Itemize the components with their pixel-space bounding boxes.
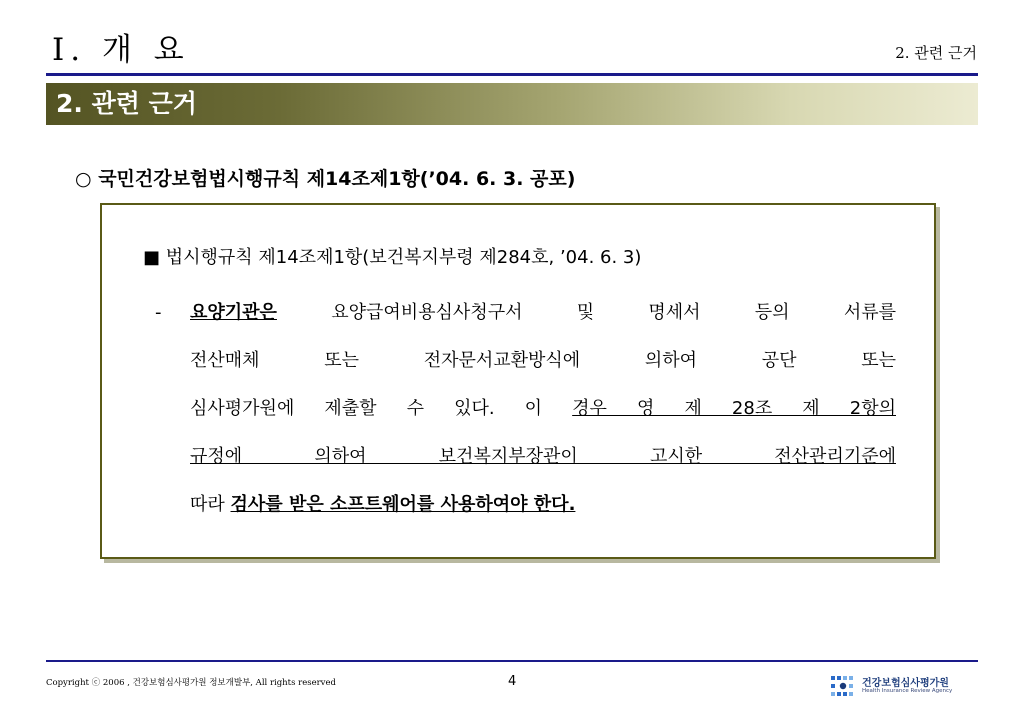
footer-divider bbox=[46, 660, 978, 662]
header-divider bbox=[46, 73, 978, 76]
regulation-line-2: 전산매체 또는 전자문서교환방식에 의하여 공단 또는 bbox=[190, 350, 896, 371]
bullet-heading: ○ 국민건강보험법시행규칙 제14조제1항(’04. 6. 3. 공포) bbox=[75, 168, 576, 190]
logo-subtitle: Health Insurance Review Agency bbox=[862, 688, 953, 694]
page-number: 4 bbox=[508, 674, 517, 689]
regulation-emphasis: 검사를 받은 소프트웨어를 사용하여야 한다. bbox=[230, 494, 576, 515]
regulation-subject: 요양기관은 bbox=[190, 302, 277, 323]
slide-title: Ⅰ. 개 요 bbox=[52, 32, 190, 68]
regulation-line-3 bbox=[190, 396, 896, 422]
header-section-label: 2. 관련 근거 bbox=[895, 44, 977, 62]
copyright-text: Copyright ⓒ 2006 , 건강보험심사평가원 정보개발부, All rights reserved bbox=[46, 678, 336, 688]
regulation-line-3-text: 심사평가원에 제출할 수 있다. 이 bbox=[190, 398, 543, 419]
dash-marker: - bbox=[155, 302, 162, 323]
regulation-line-5 bbox=[190, 492, 896, 518]
regulation-line-1-text: 요양급여비용심사청구서 및 명세서 등의 서류를 bbox=[331, 302, 896, 323]
logo-name: 건강보험심사평가원 bbox=[862, 678, 949, 689]
logo-dots-icon bbox=[830, 675, 856, 697]
regulation-line-5-text: 따라 bbox=[190, 494, 225, 515]
regulation-line-4: 규정에 의하여 보건복지부장관이 고시한 전산관리기준에 bbox=[190, 446, 896, 467]
section-title: 2. 관련 근거 bbox=[56, 89, 197, 118]
regulation-line-1 bbox=[190, 300, 896, 326]
organization-logo bbox=[830, 673, 980, 699]
section-bar bbox=[46, 83, 978, 125]
regulation-line-3-underlined: 경우 영 제 28조 제 2항의 bbox=[572, 398, 896, 419]
regulation-heading: ■ 법시행규칙 제14조제1항(보건복지부령 제284호, ’04. 6. 3) bbox=[143, 247, 642, 268]
